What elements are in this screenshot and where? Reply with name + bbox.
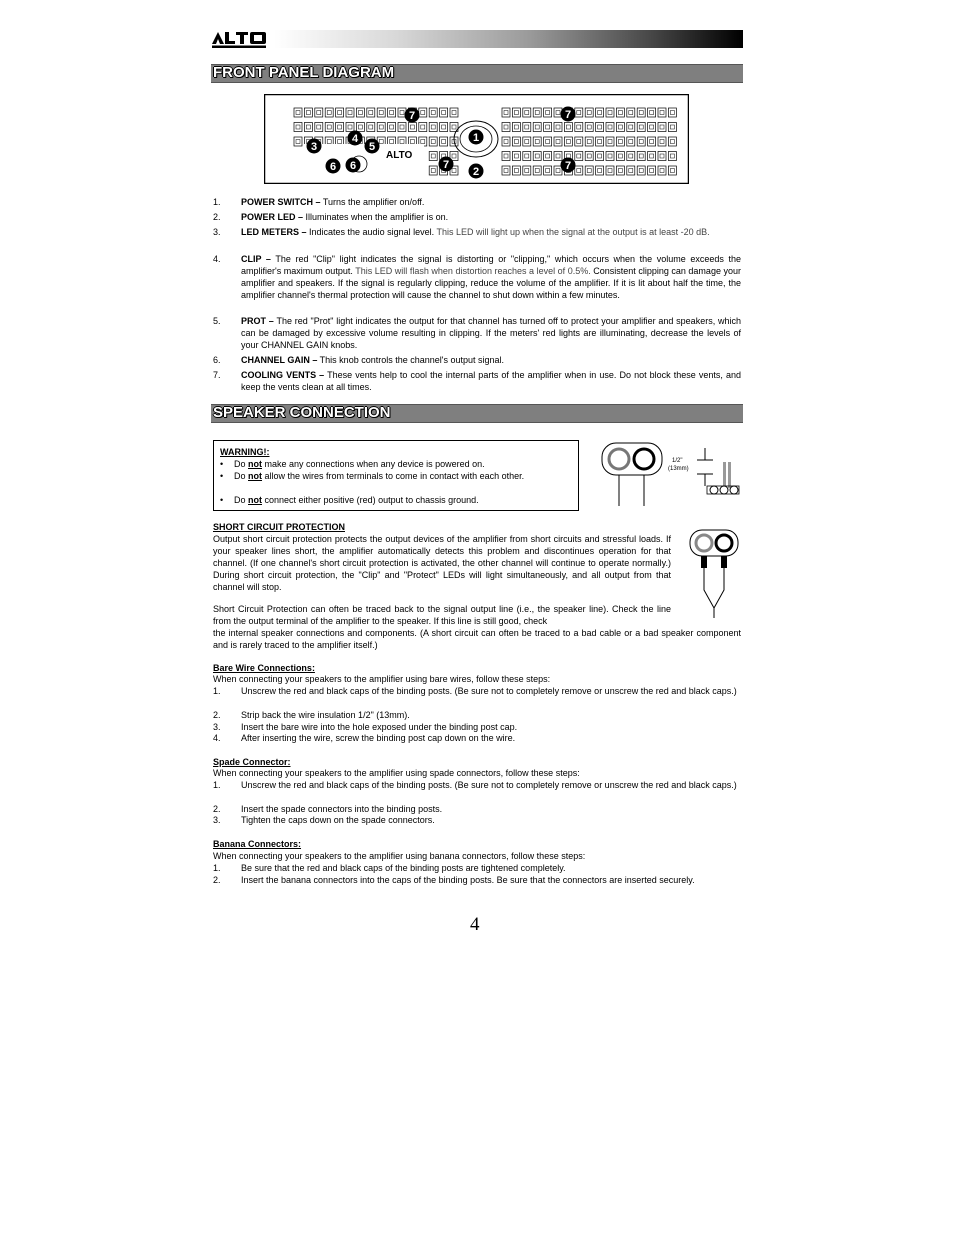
vent-slot [440, 123, 448, 132]
vent-slot [637, 123, 645, 132]
item-label: PROT – [241, 316, 274, 326]
vent-slot [544, 152, 552, 161]
vent-slot [336, 123, 344, 132]
vent-slot [325, 108, 333, 117]
vent-slot [523, 137, 531, 146]
callout-label: 5 [368, 141, 376, 153]
front-panel-item [213, 253, 741, 301]
vent-slot [668, 166, 676, 175]
step-number: 3. [213, 722, 221, 732]
vent-slot [585, 166, 593, 175]
vent-slot [658, 123, 666, 132]
warning-post: allow the wires from terminals to come in contact with each other. [262, 471, 525, 481]
warning-title: WARNING!: [220, 447, 270, 457]
vent-slot [627, 108, 635, 117]
callout-label: 7 [564, 109, 572, 121]
front-panel-item [213, 315, 741, 351]
vent-slot [346, 108, 354, 117]
vent-slot [367, 123, 375, 132]
item-number: 1. [213, 197, 221, 207]
vent-slot [544, 137, 552, 146]
step-number: 2. [213, 804, 221, 814]
vent-slot [668, 152, 676, 161]
vent-slot [512, 166, 520, 175]
step-text: Insert the bare wire into the hole exposed under the binding post cap. [241, 722, 518, 732]
warning-item [220, 458, 574, 470]
vent-slot [388, 108, 396, 117]
vent-slot [388, 123, 396, 132]
step-text: Insert the spade connectors into the binding posts. [241, 804, 443, 814]
callout-label: 7 [408, 110, 416, 122]
step-number: 1. [213, 863, 221, 873]
vent-slot [440, 108, 448, 117]
vent-slot [512, 152, 520, 161]
vent-slot [627, 123, 635, 132]
vent-slot [585, 152, 593, 161]
vent-slot [606, 123, 614, 132]
vent-slot [564, 123, 572, 132]
step-item [213, 862, 741, 874]
bullet-icon: • [220, 495, 224, 505]
bare-wire-title: Bare Wire Connections: [213, 663, 315, 673]
vent-slot [648, 108, 656, 117]
vent-slot [668, 108, 676, 117]
step-number: 2. [213, 875, 221, 885]
vent-slot [554, 137, 562, 146]
vent-slot [637, 166, 645, 175]
step-text: After inserting the wire, screw the binding post cap down on the wire. [241, 733, 516, 743]
vent-slot [637, 137, 645, 146]
step-item [213, 814, 741, 826]
bare-wire-intro: When connecting your speakers to the amplifier using bare wires, follow these steps: [213, 674, 551, 684]
item-body [241, 253, 741, 301]
item-number: 7. [213, 370, 221, 380]
item-text: The red "Clip" light indicates the signal is distorting or "clipping," which occurs when the volume exceeds the amplifier's maximum output. [241, 254, 742, 276]
vent-slot [627, 137, 635, 146]
item-body [241, 354, 741, 366]
step-text: Unscrew the red and black caps of the binding posts. (Be sure not to completely remove or unscrew the red and black caps.) [241, 686, 737, 696]
vent-slot [627, 152, 635, 161]
front-panel-item [213, 196, 741, 208]
warning-emphasis: not [248, 495, 263, 505]
item-text: Turns the amplifier on/off. [320, 197, 425, 207]
item-number: 5. [213, 316, 221, 326]
item-label: COOLING VENTS – [241, 370, 325, 380]
vent-slot [616, 137, 624, 146]
warning-pre: Do [234, 459, 249, 469]
short-circuit-paragraph-1: Output short circuit protection protects the output devices of the amplifier from short circuits and stressful loads. If your speaker lines short, the amplifier automatically detects this problem and discontinues operation for that channel. (If one channel's short circuit protection is activated, the other channel will continue to operate normally.) During short circuit protection, the "Clip" and "Protect" LEDs will light simultaneously, and all output from that channel will stop. [213, 534, 671, 592]
front-panel-diagram [264, 94, 689, 184]
step-number: 4. [213, 733, 221, 743]
vent-slot [648, 152, 656, 161]
vent-slot [658, 166, 666, 175]
vent-slot [377, 123, 385, 132]
vent-slot [606, 152, 614, 161]
item-text: The red "Prot" light indicates the output for that channel has turned off to protect your amplifier and speakers, which can be damaged by excessive volume resulting in clipping. If the meters' red lights are illuminating, decrease the levels of your CHANNEL GAIN knobs. [241, 316, 741, 350]
vent-slot [336, 108, 344, 117]
warning-pre: Do [234, 471, 249, 481]
vent-slot [408, 123, 416, 132]
vent-slot [616, 108, 624, 117]
item-number: 4. [213, 254, 221, 264]
vent-slot [502, 166, 510, 175]
vent-slot [648, 137, 656, 146]
vent-slot [512, 123, 520, 132]
vent-slot [315, 108, 323, 117]
step-text: Tighten the caps down on the spade connectors. [241, 815, 435, 825]
item-text-more: Consistent clipping can damage your amplifier and speakers. If the signal is regularly clipping, reduce the volume of the amplifier. If it is lit about half the time, the amplifier channel's thermal protection will cause the channel to shut down within a few minutes. [241, 266, 741, 300]
vent-slot [512, 108, 520, 117]
warning-emphasis: not [248, 471, 263, 481]
vent-slot [533, 108, 541, 117]
vent-slot [575, 152, 583, 161]
vent-slot [544, 123, 552, 132]
vent-slot [356, 108, 364, 117]
step-item [213, 709, 741, 721]
vent-slot [377, 108, 385, 117]
spade-title: Spade Connector: [213, 757, 291, 767]
vent-slot [325, 123, 333, 132]
vent-slot [440, 137, 448, 146]
vent-slot [616, 152, 624, 161]
short-circuit-paragraph-2a: Short Circuit Protection can often be traced back to the signal output line (i.e., the speaker line). Check the line from the output terminal of the amplifier to the speaker. If this line is still good, check [213, 604, 671, 626]
vent-slot [606, 108, 614, 117]
vent-slot [419, 108, 427, 117]
vent-slot [523, 166, 531, 175]
vent-slot [304, 108, 312, 117]
page-number: 4 [470, 914, 480, 935]
front-panel-title: FRONT PANEL DIAGRAM [213, 64, 395, 81]
vent-slot [512, 137, 520, 146]
step-item [213, 685, 741, 697]
vent-slot [616, 166, 624, 175]
warning-box [213, 440, 579, 511]
vent-slot [502, 152, 510, 161]
vent-slot [627, 166, 635, 175]
item-number: 6. [213, 355, 221, 365]
item-body [241, 369, 741, 393]
vent-slot [315, 123, 323, 132]
warning-post: connect either positive (red) output to chassis ground. [262, 495, 479, 505]
vent-slot [658, 108, 666, 117]
item-label: POWER SWITCH – [241, 197, 321, 207]
short-circuit-paragraph-2b: the internal speaker connections and components. (A short circuit can often be traced to a bad cable or a bad speaker component and is rarely traced to the amplifier itself.) [213, 628, 741, 650]
warning-item [220, 494, 574, 506]
vent-slot [668, 123, 676, 132]
warning-emphasis: not [248, 459, 263, 469]
callout-label: 7 [442, 159, 450, 171]
vent-slot [606, 166, 614, 175]
item-text: Illuminates when the amplifier is on. [303, 212, 449, 222]
step-number: 2. [213, 710, 221, 720]
vent-slot [419, 123, 427, 132]
header-bar [210, 30, 743, 48]
item-text: These vents help to cool the internal parts of the amplifier when in use. Do not block these vents, and keep the vents clean at all times. [241, 370, 741, 392]
vent-slot [502, 123, 510, 132]
short-circuit-title: SHORT CIRCUIT PROTECTION [213, 522, 345, 532]
banana-title: Banana Connectors: [213, 839, 302, 849]
item-note: This LED will flash when distortion reaches a level of 0.5%. [352, 266, 591, 276]
callout-label: 6 [329, 161, 337, 173]
wire-length-mm-label: (13mm) [668, 466, 689, 472]
step-text: Strip back the wire insulation 1/2" (13mm). [241, 710, 410, 720]
callout-label: 3 [310, 141, 318, 153]
spade-intro: When connecting your speakers to the amplifier using spade connectors, follow these steps: [213, 768, 580, 778]
step-item [213, 732, 741, 744]
bullet-icon: • [220, 459, 224, 469]
item-number: 2. [213, 212, 221, 222]
vent-slot [596, 123, 604, 132]
vent-slot [596, 108, 604, 117]
front-panel-item [213, 211, 741, 223]
speaker-title: SPEAKER CONNECTION [213, 404, 391, 421]
item-text: Indicates the audio signal level. [306, 227, 435, 237]
vent-slot [533, 137, 541, 146]
step-item [213, 874, 741, 886]
vent-slot [523, 108, 531, 117]
vent-slot [575, 166, 583, 175]
item-body [241, 211, 741, 223]
front-panel-item [213, 354, 741, 366]
vent-slot [346, 123, 354, 132]
item-body [241, 196, 741, 208]
item-label: CHANNEL GAIN – [241, 355, 318, 365]
vent-slot [554, 152, 562, 161]
step-item [213, 779, 741, 791]
vent-slot [658, 152, 666, 161]
vent-slot [637, 108, 645, 117]
vent-slot [575, 137, 583, 146]
bare-wire-illustration [597, 440, 743, 512]
item-body [241, 226, 741, 238]
vent-slot [575, 108, 583, 117]
step-number: 1. [213, 780, 221, 790]
vent-slot [648, 123, 656, 132]
vent-slot [606, 137, 614, 146]
item-label: CLIP – [241, 254, 271, 264]
vent-slot [533, 152, 541, 161]
vent-slot [544, 166, 552, 175]
step-number: 1. [213, 686, 221, 696]
banana-intro: When connecting your speakers to the amplifier using banana connectors, follow these steps: [213, 851, 586, 861]
vent-slot [544, 108, 552, 117]
callout-label: 1 [472, 132, 480, 144]
step-text: Be sure that the red and black caps of the binding posts are tightened completely. [241, 863, 566, 873]
wire-length-label: 1/2" [672, 458, 683, 464]
warning-item [220, 470, 574, 482]
vent-slot [450, 108, 458, 117]
vent-slot [502, 137, 510, 146]
vent-slot [533, 166, 541, 175]
item-note: This LED will light up when the signal at the output is at least -20 dB. [434, 227, 710, 237]
vent-slot [533, 123, 541, 132]
item-label: POWER LED – [241, 212, 304, 222]
step-text: Unscrew the red and black caps of the binding posts. (Be sure not to completely remove or unscrew the red and black caps.) [241, 780, 737, 790]
warning-pre: Do [234, 495, 249, 505]
vent-slot [616, 123, 624, 132]
vent-slot [429, 123, 437, 132]
vent-slot [429, 152, 437, 161]
step-text: Insert the banana connectors into the caps of the binding posts. Be sure that the connectors are inserted securely. [241, 875, 695, 885]
vent-slot [596, 166, 604, 175]
step-number: 3. [213, 815, 221, 825]
vent-slot [554, 166, 562, 175]
vent-slot [575, 123, 583, 132]
vent-slot [429, 166, 437, 175]
vent-slot [523, 123, 531, 132]
vent-slot [596, 137, 604, 146]
vent-slot [304, 123, 312, 132]
vent-slot [502, 108, 510, 117]
vent-slot [429, 108, 437, 117]
item-label: LED METERS – [241, 227, 307, 237]
vent-slot [367, 108, 375, 117]
panel-logo: ALTO [386, 150, 413, 161]
front-panel-item [213, 226, 741, 238]
callout-label: 6 [349, 160, 357, 172]
vent-slot [554, 123, 562, 132]
vent-slot [648, 166, 656, 175]
vent-slot [658, 137, 666, 146]
vent-slot [429, 137, 437, 146]
vent-slot [637, 152, 645, 161]
callout-label: 7 [564, 160, 572, 172]
vent-slot [294, 137, 302, 146]
vent-slot [356, 123, 364, 132]
vent-slot [585, 137, 593, 146]
item-number: 3. [213, 227, 221, 237]
short-circuit-illustration [688, 528, 740, 620]
vent-slot [523, 152, 531, 161]
front-panel-item [213, 369, 741, 393]
vent-slot [668, 137, 676, 146]
vent-slot [585, 108, 593, 117]
warning-post: make any connections when any device is powered on. [262, 459, 485, 469]
vent-slot [596, 152, 604, 161]
callout-label: 4 [351, 133, 359, 145]
alto-logo [210, 30, 272, 49]
item-body [241, 315, 741, 351]
vent-slot [398, 123, 406, 132]
vent-slot [294, 123, 302, 132]
item-text: This knob controls the channel's output signal. [317, 355, 505, 365]
vent-slot [585, 123, 593, 132]
bullet-icon: • [220, 471, 224, 481]
callout-label: 2 [472, 166, 480, 178]
vent-slot [564, 137, 572, 146]
vent-slot [294, 108, 302, 117]
